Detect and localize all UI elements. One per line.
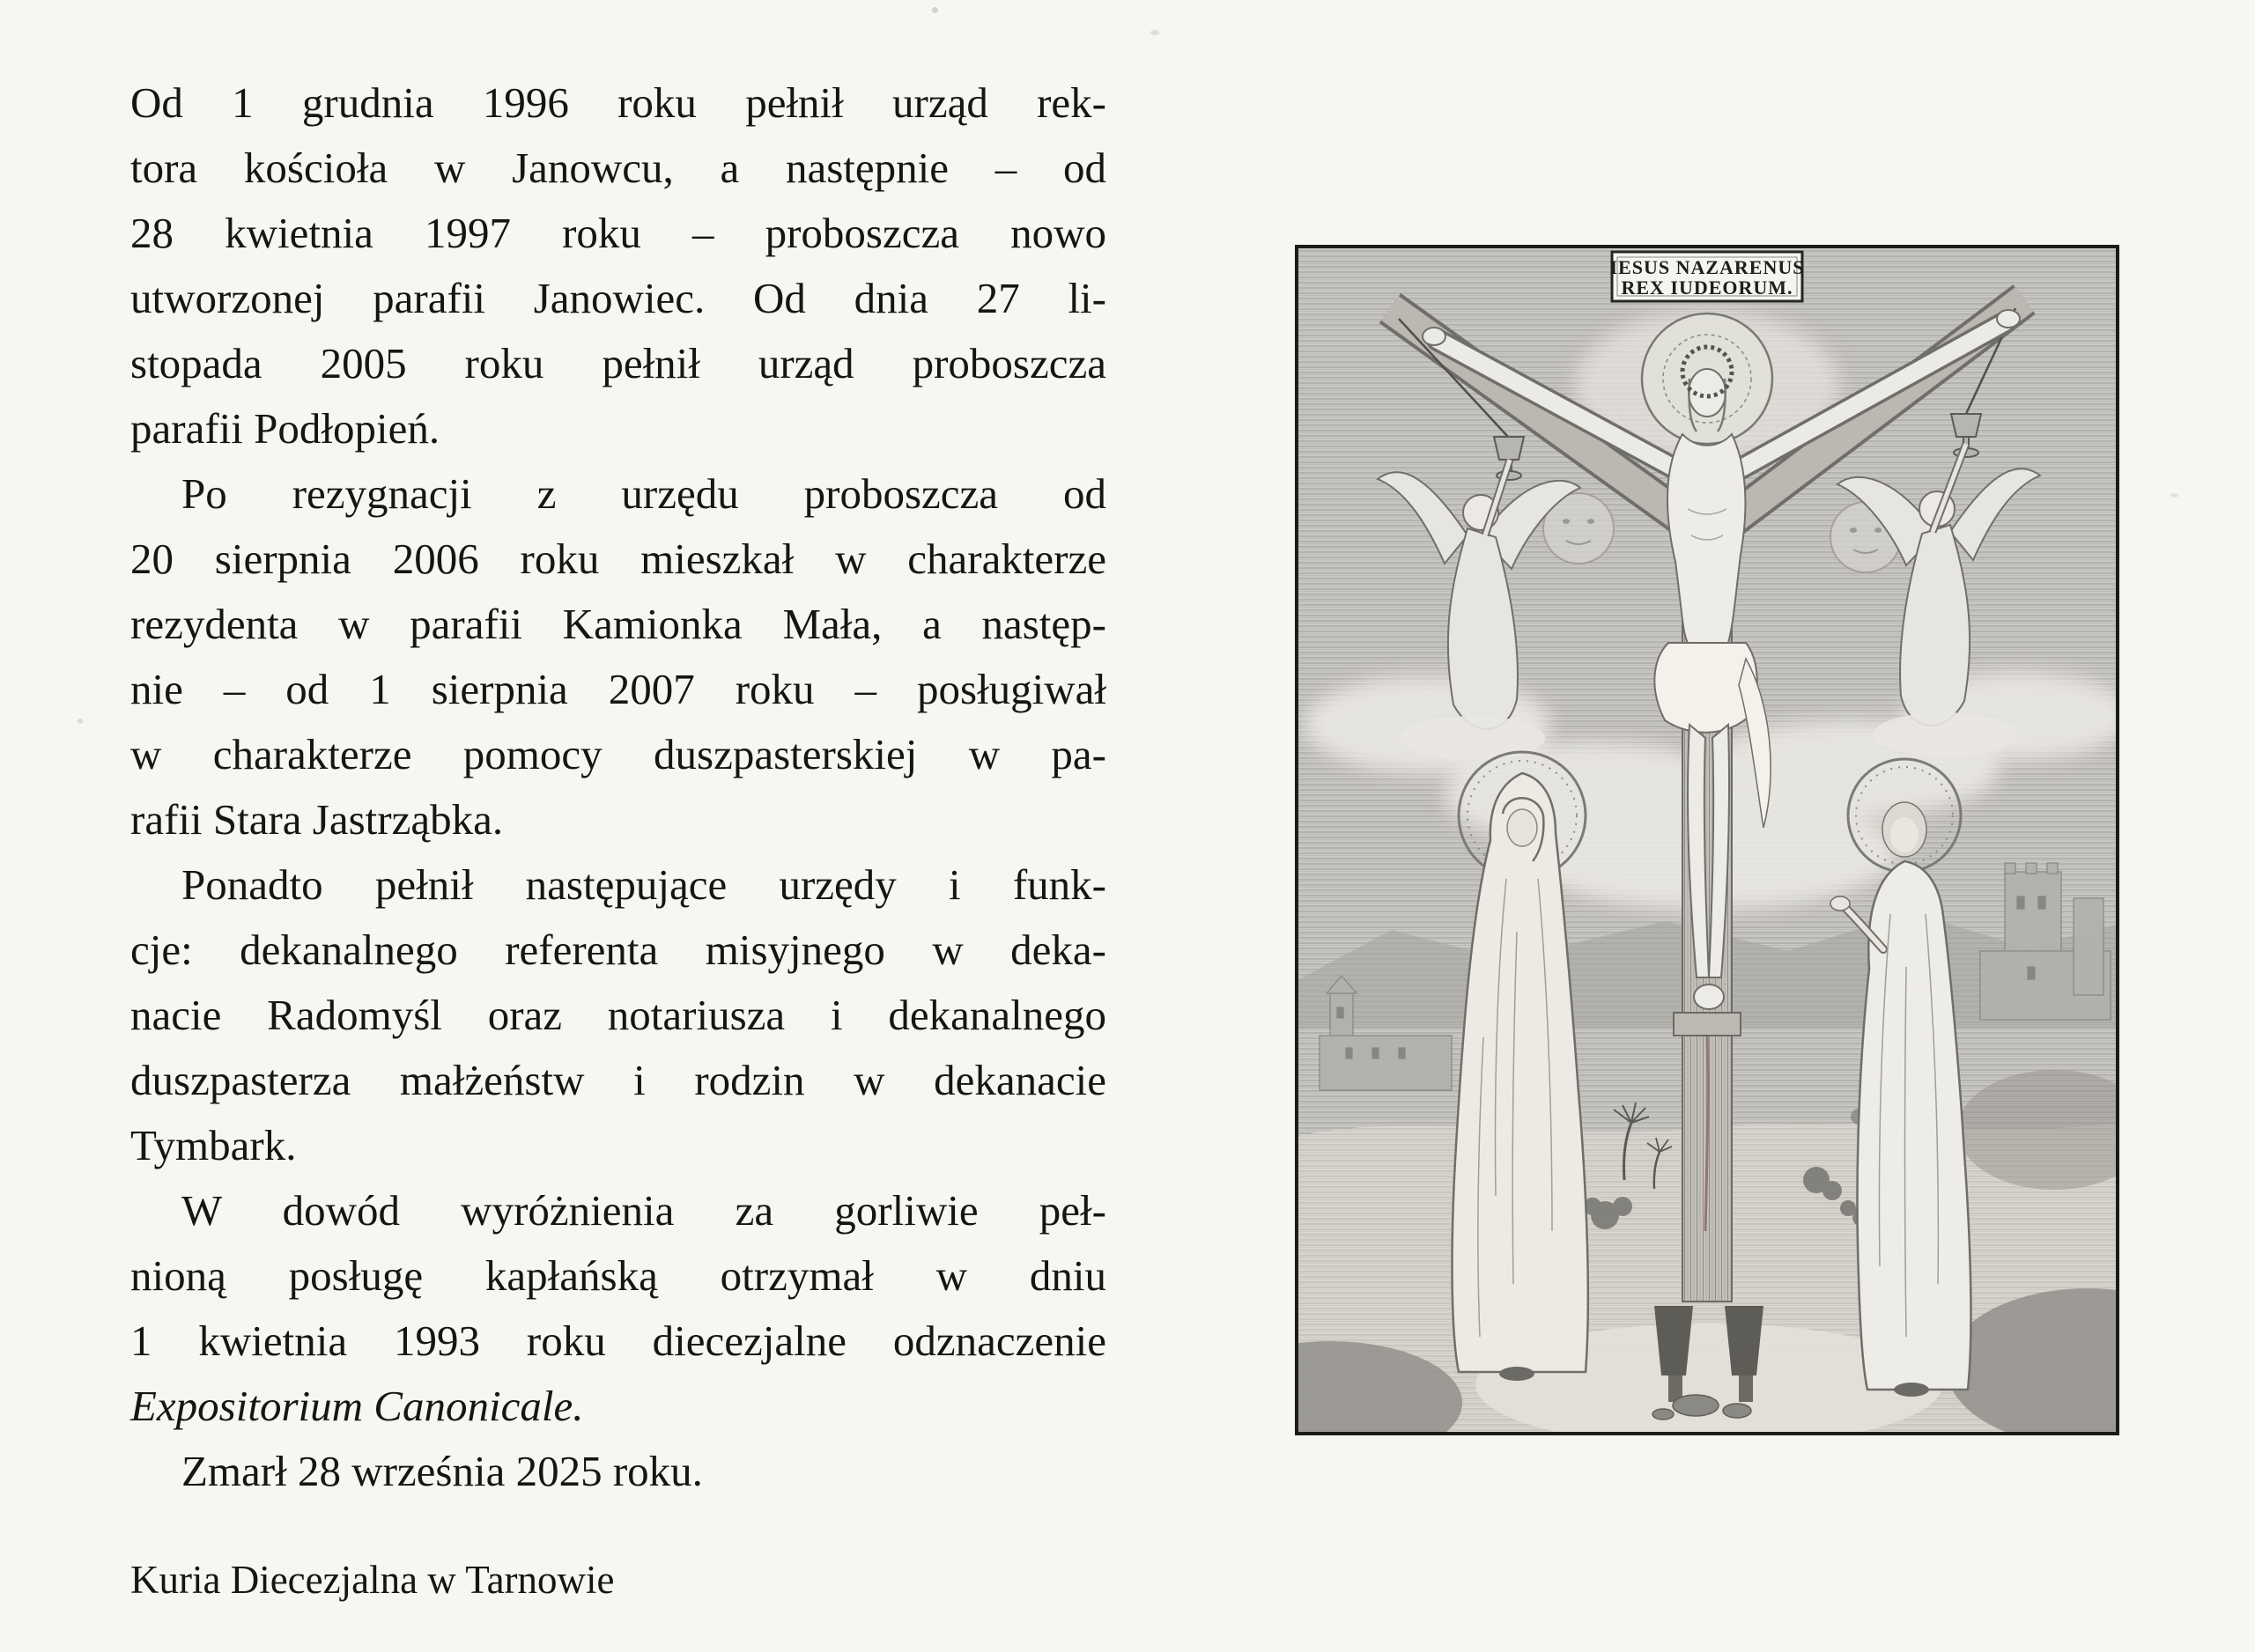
text-line: Od 1 grudnia 1996 roku pełnił urząd rek- [130,78,1106,127]
text-line: 20 sierpnia 2006 roku mieszkał w charakterze [130,535,1106,583]
titulus-plaque [1609,252,1804,301]
titulus-line-1: IESUS NAZARENUS [1609,256,1805,278]
crucifixion-engraving [1295,245,2119,1435]
text-line: Ponadto pełnił następujące urzędy i funk- [181,860,1106,909]
text-line: rezydenta w parafii Kamionka Mała, a następ- [130,600,1106,648]
scan-speck [2170,493,2178,498]
text-line: stopada 2005 roku pełnił urząd proboszcza [130,339,1106,387]
text-line: tora kościoła w Janowcu, a następnie – od [130,144,1106,192]
scan-speck [1150,30,1159,35]
text-line: Po rezygnacji z urzędu proboszcza od [181,469,1106,518]
text-line: nie – od 1 sierpnia 2007 roku – posługiwał [130,665,1106,713]
scan-speck [932,7,938,13]
text-line: cje: dekanalnego referenta misyjnego w deka- [130,926,1106,974]
text-line-latin-distinction: Expositorium Canonicale. [130,1382,584,1430]
christ-feet [1694,985,1724,1009]
biography-text-column [130,70,1106,1504]
text-line: 28 kwietnia 1997 roku – proboszcza nowo [130,209,1106,257]
publisher-footer: Kuria Diecezjalna w Tarnowie [130,1558,615,1602]
scan-speck [78,719,83,724]
text-line: rafii Stara Jastrząbka. [130,795,504,844]
text-line: w charakterze pomocy duszpasterskiej w pa- [130,730,1106,778]
text-line: Tymbark. [130,1121,297,1169]
text-line: utworzonej parafii Janowiec. Od dnia 27 li- [130,274,1106,322]
crucifixion-engraving-svg [1295,245,2119,1435]
text-line: parafii Podłopień. [130,404,440,453]
text-line: nioną posługę kapłańską otrzymał w dniu [130,1251,1106,1300]
text-line-death-date: Zmarł 28 września 2025 roku. [181,1447,703,1495]
text-line: duszpasterza małżeństw i rodzin w dekanacie [130,1056,1106,1104]
text-line: 1 kwietnia 1993 roku diecezjalne odznaczenie [130,1316,1106,1365]
text-line: nacie Radomyśl oraz notariusza i dekanalnego [130,991,1106,1039]
text-line: W dowód wyróżnienia za gorliwie peł- [181,1186,1106,1235]
titulus-line-2: REX IUDEORUM. [1621,277,1793,299]
